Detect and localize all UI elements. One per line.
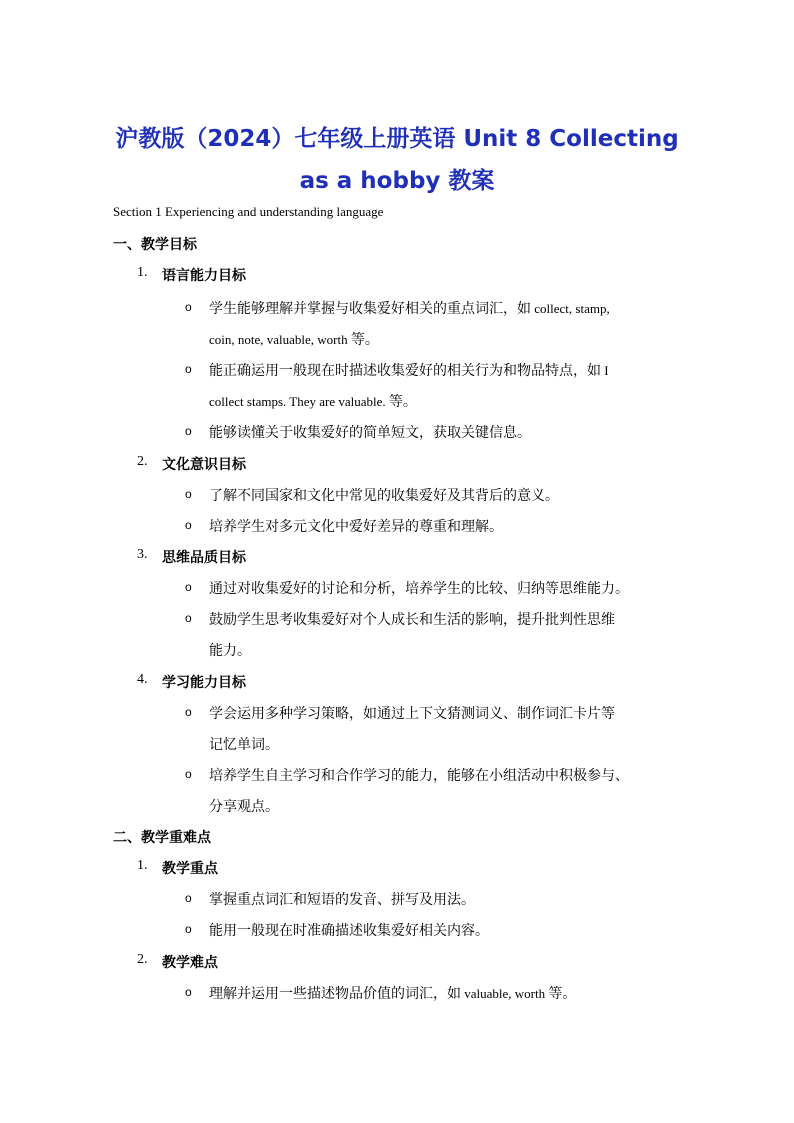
list-item: 鼓励学生思考收集爱好对个人成长和生活的影响，提升批判性思维: [209, 612, 615, 628]
list-item-text: 等。: [388, 394, 417, 410]
list-item-continuation: [209, 329, 379, 349]
group-number: 1.: [137, 858, 148, 873]
list-item-continuation: 能力。: [209, 643, 251, 659]
group-heading: 文化意识目标: [162, 457, 246, 473]
bullet-icon: o: [185, 611, 192, 625]
bullet-icon: o: [185, 580, 192, 594]
list-item: 培养学生自主学习和合作学习的能力，能够在小组活动中积极参与、: [209, 768, 629, 784]
list-item-english: collect, stamp,: [531, 301, 610, 316]
part1-heading: 一、教学目标: [113, 237, 197, 253]
list-item-text: 等。: [350, 332, 379, 348]
group-number: 2.: [137, 454, 148, 469]
group-heading: 教学重点: [162, 861, 218, 877]
list-item-continuation: [209, 391, 417, 411]
bullet-icon: o: [185, 300, 192, 314]
list-item-continuation: 分享观点。: [209, 799, 279, 815]
list-item: [209, 360, 609, 380]
bullet-icon: o: [185, 362, 192, 376]
part2-heading: 二、教学重难点: [113, 830, 211, 846]
list-item: 掌握重点词汇和短语的发音、拼写及用法。: [209, 892, 475, 908]
list-item-text: 学生能够理解并掌握与收集爱好相关的重点词汇，如: [209, 301, 531, 317]
bullet-icon: o: [185, 518, 192, 532]
list-item-continuation: 记忆单词。: [209, 737, 279, 753]
list-item-english: coin, note, valuable, worth: [209, 332, 351, 347]
bullet-icon: o: [185, 424, 192, 438]
document-title-line-2: as a hobby 教案: [299, 168, 495, 194]
group-heading: 语言能力目标: [162, 268, 246, 284]
list-item-english: collect stamps. They are valuable.: [209, 394, 389, 409]
list-item: 通过对收集爱好的讨论和分析，培养学生的比较、归纳等思维能力。: [209, 581, 629, 597]
list-item: [209, 298, 610, 318]
list-item: 学会运用多种学习策略，如通过上下文猜测词义、制作词汇卡片等: [209, 706, 615, 722]
group-number: 1.: [137, 265, 148, 280]
list-item-text: 理解并运用一些描述物品价值的词汇，如: [209, 986, 461, 1002]
group-number: 3.: [137, 547, 148, 562]
bullet-icon: o: [185, 985, 192, 999]
group-number: 2.: [137, 952, 148, 967]
bullet-icon: o: [185, 487, 192, 501]
group-heading: 学习能力目标: [162, 675, 246, 691]
bullet-icon: o: [185, 767, 192, 781]
group-heading: 思维品质目标: [162, 550, 246, 566]
list-item-text: 等。: [548, 986, 577, 1002]
section-label: Section 1 Experiencing and understanding language: [113, 204, 384, 219]
list-item: 培养学生对多元文化中爱好差异的尊重和理解。: [209, 519, 503, 535]
list-item: [209, 983, 576, 1003]
list-item-text: 能正确运用一般现在时描述收集爱好的相关行为和物品特点，如: [209, 363, 601, 379]
list-item: 能用一般现在时准确描述收集爱好相关内容。: [209, 923, 489, 939]
list-item-english: I: [601, 363, 609, 378]
document-title-line-1: 沪教版（2024）七年级上册英语 Unit 8 Collecting: [115, 126, 679, 152]
bullet-icon: o: [185, 922, 192, 936]
list-item: 能够读懂关于收集爱好的简单短文，获取关键信息。: [209, 425, 531, 441]
list-item-english: valuable, worth: [461, 986, 549, 1001]
group-number: 4.: [137, 672, 148, 687]
bullet-icon: o: [185, 891, 192, 905]
list-item: 了解不同国家和文化中常见的收集爱好及其背后的意义。: [209, 488, 559, 504]
group-heading: 教学难点: [162, 955, 218, 971]
bullet-icon: o: [185, 705, 192, 719]
